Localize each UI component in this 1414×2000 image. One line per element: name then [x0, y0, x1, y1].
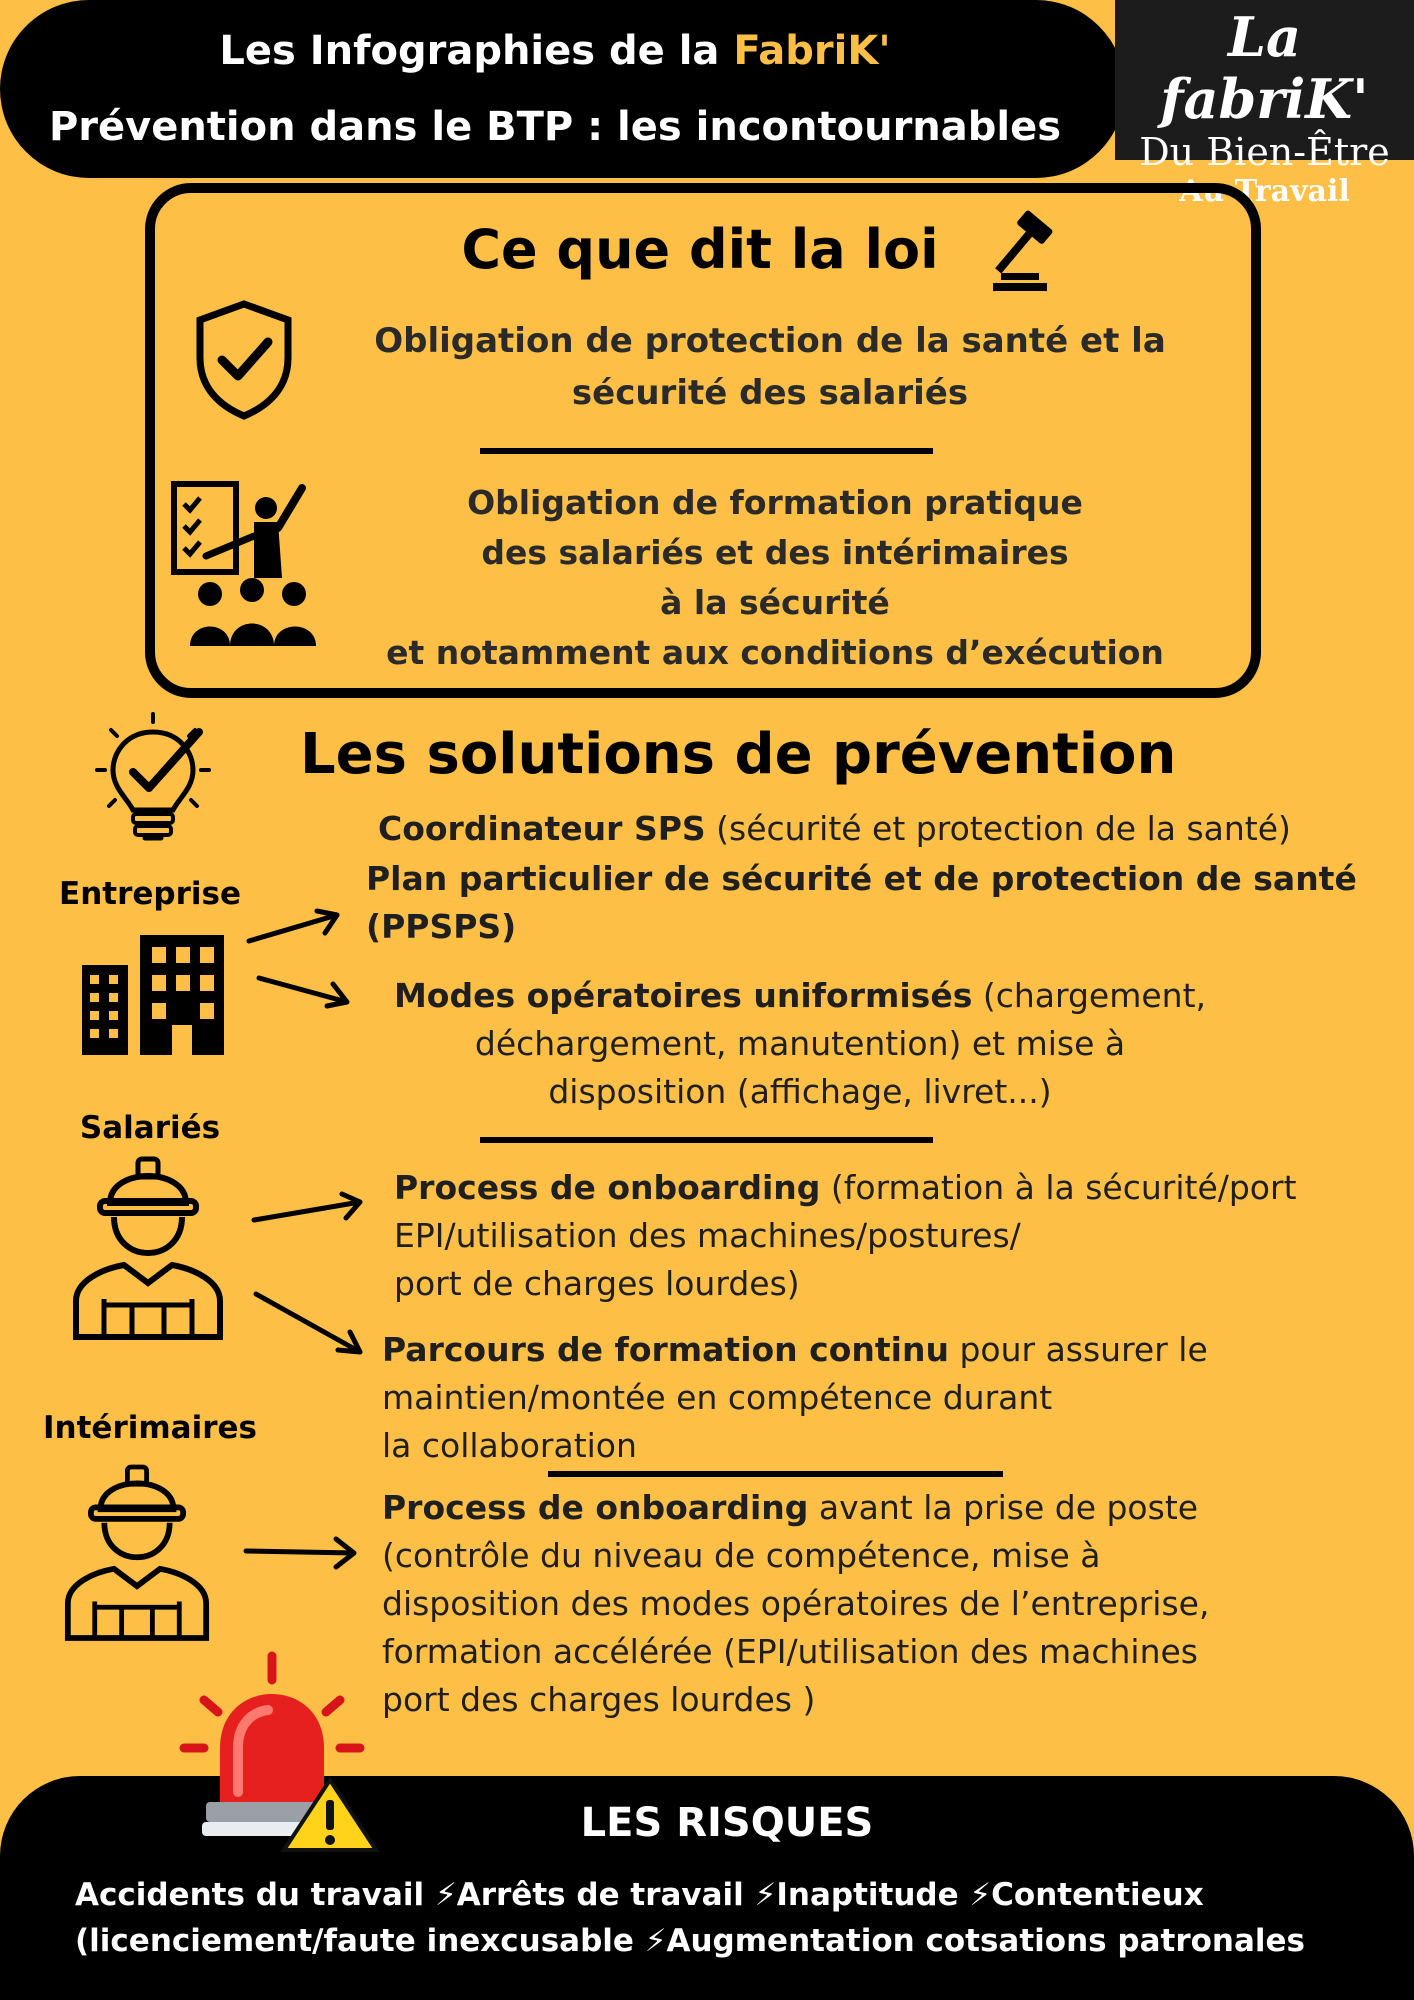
law-item-training	[340, 478, 1210, 678]
solution-modes-line-2: déchargement, manutention) et mise à	[474, 1024, 1126, 1063]
header-banner	[0, 0, 1125, 178]
solution-parcours-line-2: maintien/montée en compétence durant	[382, 1378, 1053, 1417]
shield-check-icon	[192, 298, 296, 422]
solutions-title: Les solutions de prévention	[300, 722, 1177, 787]
solution-onboarding-interimaires-line-3: disposition des modes opératoires de l’entreprise,	[382, 1584, 1210, 1623]
solution-ppsps-line-2: (PPSPS)	[366, 907, 517, 946]
law-title: Ce que dit la loi	[461, 218, 939, 281]
solution-modes-line-3: disposition (affichage, livret...)	[548, 1072, 1052, 1111]
risks-line-2: (licenciement/faute inexcusable ⚡Augmentation cotsations patronales	[75, 1923, 1306, 1959]
risks-title: LES RISQUES	[580, 1800, 874, 1846]
solution-onboarding-interimaires-line-2: (contrôle du niveau de compétence, mise à	[382, 1536, 1101, 1575]
solution-onboarding-interimaires-bold: Process de onboarding	[382, 1488, 809, 1527]
solution-onboarding-interimaires	[382, 1484, 1209, 1724]
solution-parcours-line-3: la collaboration	[382, 1426, 637, 1465]
worker-helmet-icon	[72, 1155, 224, 1340]
brand-logo	[1115, 0, 1414, 209]
gavel-icon	[985, 205, 1081, 301]
logo-line-1: La fabriK'	[1160, 5, 1369, 131]
law-item-training-line-2: des salariés et des intérimaires	[481, 533, 1069, 572]
law-item-protection-line-2: sécurité des salariés	[571, 373, 969, 413]
solution-sps	[378, 805, 1291, 853]
solution-modes	[370, 972, 1230, 1116]
solution-parcours-bold: Parcours de formation continu	[382, 1330, 949, 1369]
solution-ppsps	[366, 855, 1357, 951]
law-divider	[480, 448, 933, 454]
training-icon	[170, 478, 320, 648]
solution-onboarding-salaries-line-3: port de charges lourdes)	[394, 1264, 800, 1303]
building-icon	[82, 935, 224, 1055]
solution-parcours	[382, 1326, 1208, 1470]
solution-onboarding-interimaires-rest: avant la prise de poste	[808, 1488, 1199, 1527]
label-entreprise: Entreprise	[59, 876, 241, 912]
header-subtitle: Prévention dans le BTP : les incontournables	[48, 104, 1062, 150]
solutions-divider	[480, 1137, 933, 1143]
arrow-icon	[255, 972, 355, 1012]
solution-onboarding-interimaires-line-4: formation accélérée (EPI/utilisation des machines	[382, 1632, 1198, 1671]
law-item-training-line-3: à la sécurité	[660, 583, 890, 622]
law-item-protection-line-1: Obligation de protection de la santé et la	[374, 321, 1166, 361]
logo-line-3: Au Travail	[1179, 174, 1350, 209]
worker-helmet-icon	[64, 1462, 210, 1642]
arrow-icon	[252, 1290, 372, 1360]
header-brand: FabriK'	[733, 28, 891, 74]
law-item-protection	[330, 315, 1210, 419]
law-item-training-line-4: et notamment aux conditions d’exécution	[386, 633, 1164, 672]
label-salaries: Salariés	[79, 1110, 221, 1146]
solution-sps-bold: Coordinateur SPS	[378, 809, 706, 848]
law-item-training-line-1: Obligation de formation pratique	[467, 483, 1083, 522]
header-title-prefix: Les Infographies de la	[219, 28, 734, 74]
arrow-icon	[242, 1535, 362, 1571]
arrow-icon	[250, 1190, 370, 1230]
arrow-icon	[245, 905, 345, 945]
header-title	[0, 28, 1110, 74]
solution-onboarding-salaries	[394, 1164, 1297, 1308]
solution-modes-bold: Modes opératoires uniformisés	[393, 976, 973, 1015]
solution-parcours-rest: pour assurer le	[948, 1330, 1208, 1369]
solution-onboarding-salaries-line-2: EPI/utilisation des machines/postures/	[394, 1216, 1021, 1255]
solution-onboarding-interimaires-line-5: port des charges lourdes )	[382, 1680, 816, 1719]
risks-line-1: Accidents du travail ⚡Arrêts de travail ⚡Inaptitude ⚡Contentieux	[75, 1877, 1204, 1913]
interim-divider	[548, 1471, 1003, 1477]
label-interimaires: Intérimaires	[43, 1410, 257, 1446]
solution-modes-rest: (chargement,	[972, 976, 1207, 1015]
solution-onboarding-salaries-bold: Process de onboarding	[394, 1168, 821, 1207]
solution-onboarding-salaries-rest: (formation à la sécurité/port	[820, 1168, 1297, 1207]
lightbulb-check-icon	[95, 710, 211, 850]
solution-sps-rest: (sécurité et protection de la santé)	[705, 809, 1291, 848]
logo-line-2: Du Bien-Être	[1139, 130, 1390, 174]
solution-ppsps-line-1: Plan particulier de sécurité et de protection de santé	[366, 859, 1357, 898]
